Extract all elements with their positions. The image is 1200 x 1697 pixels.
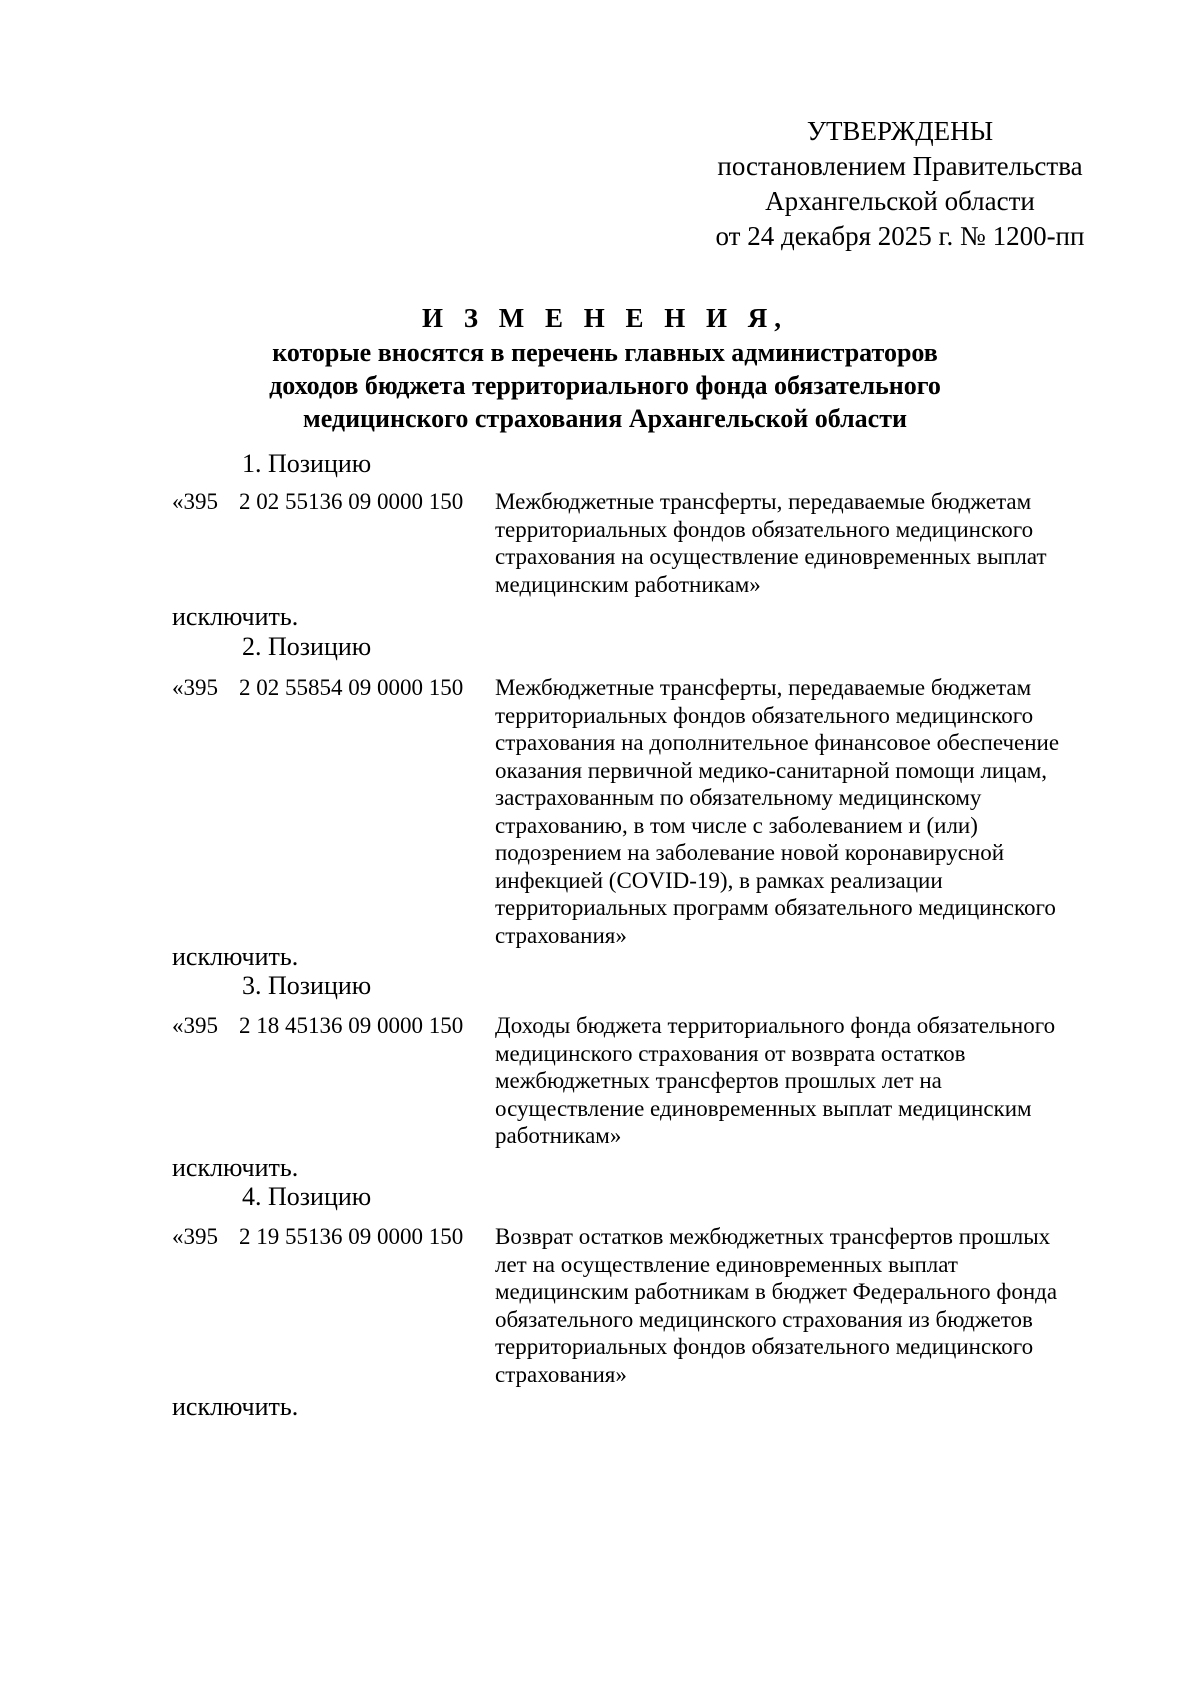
admin-code: «395 — [172, 675, 218, 700]
description-line: обязательного медицинского страхования из бюджетов — [495, 1306, 1033, 1332]
item-label: 3. Позицию — [242, 971, 372, 1000]
entry-description — [495, 674, 1095, 949]
approval-region-line: Архангельской области — [765, 186, 1035, 216]
item-action: исключить. — [172, 602, 299, 631]
description-line: застрахованным по обязательному медицинскому — [495, 785, 982, 810]
description-line: Межбюджетные трансферты, передаваемые бюджетам — [495, 489, 1032, 514]
entry-description — [495, 488, 1095, 598]
approval-date-number: от 24 декабря 2025 г. № 1200-пп — [715, 221, 1085, 251]
description-line: Возврат остатков межбюджетных трансфертов прошлых — [495, 1224, 1051, 1249]
document-title-block — [160, 300, 1050, 435]
description-line: инфекцией (COVID-19), в рамках реализации — [495, 867, 943, 893]
description-line: Доходы бюджета территориального фонда обязательного — [495, 1013, 1056, 1038]
description-line: страхованию, в том числе с заболеванием и (или) — [495, 812, 978, 838]
kbk-code: 2 02 55136 09 0000 150 — [239, 489, 464, 514]
kbk-code: 2 02 55854 09 0000 150 — [239, 675, 464, 700]
description-line: территориальных фондов обязательного медицинского — [495, 516, 1034, 542]
description-line: территориальных программ обязательного медицинского — [495, 895, 1056, 920]
description-line: медицинского страхования от возврата остатков — [495, 1040, 966, 1066]
description-line: подозрением на заболевание новой коронавирусной — [495, 840, 1005, 865]
description-line: осуществление единовременных выплат медицинским — [495, 1095, 1032, 1121]
description-line: медицинским работникам в бюджет Федерального фонда — [495, 1279, 1058, 1304]
item-action: исключить. — [172, 1153, 299, 1182]
description-line: работникам» — [495, 1123, 622, 1148]
admin-code: «395 — [172, 1013, 218, 1038]
approval-resolution-line: постановлением Правительства — [717, 151, 1083, 181]
document-subtitle-line: которые вносятся в перечень главных администраторов — [272, 338, 938, 367]
description-line: страхования» — [495, 1361, 627, 1387]
admin-code: «395 — [172, 1224, 218, 1249]
item-action: исключить. — [172, 942, 299, 971]
description-line: межбюджетных трансфертов прошлых лет на — [495, 1068, 942, 1093]
document-subtitle-line: медицинского страхования Архангельской области — [303, 404, 907, 433]
description-line: страхования» — [495, 922, 627, 948]
item-label: 1. Позицию — [242, 449, 372, 478]
admin-code: «395 — [172, 489, 218, 514]
item-label: 2. Позицию — [242, 632, 372, 661]
document-title: И З М Е Н Е Н И Я, — [421, 303, 788, 333]
description-line: лет на осуществление единовременных выплат — [495, 1251, 958, 1277]
approval-heading: УТВЕРЖДЕНЫ — [806, 116, 994, 146]
kbk-code: 2 19 55136 09 0000 150 — [239, 1224, 464, 1249]
description-line: территориальных фондов обязательного медицинского — [495, 1334, 1034, 1359]
description-line: медицинским работникам» — [495, 571, 761, 597]
item-action: исключить. — [172, 1392, 299, 1421]
description-line: Межбюджетные трансферты, передаваемые бюджетам — [495, 675, 1032, 700]
kbk-code: 2 18 45136 09 0000 150 — [239, 1013, 464, 1038]
approval-stamp — [700, 114, 1100, 254]
entry-description — [495, 1223, 1095, 1388]
entry-description — [495, 1012, 1095, 1150]
document-subtitle-line: доходов бюджета территориального фонда обязательного — [269, 371, 941, 400]
description-line: страхования на дополнительное финансовое обеспечение — [495, 730, 1060, 755]
description-line: оказания первичной медико-санитарной помощи лицам, — [495, 757, 1048, 783]
description-line: территориальных фондов обязательного медицинского — [495, 702, 1034, 728]
description-line: страхования на осуществление единовременных выплат — [495, 544, 1047, 569]
item-label: 4. Позицию — [242, 1182, 372, 1211]
